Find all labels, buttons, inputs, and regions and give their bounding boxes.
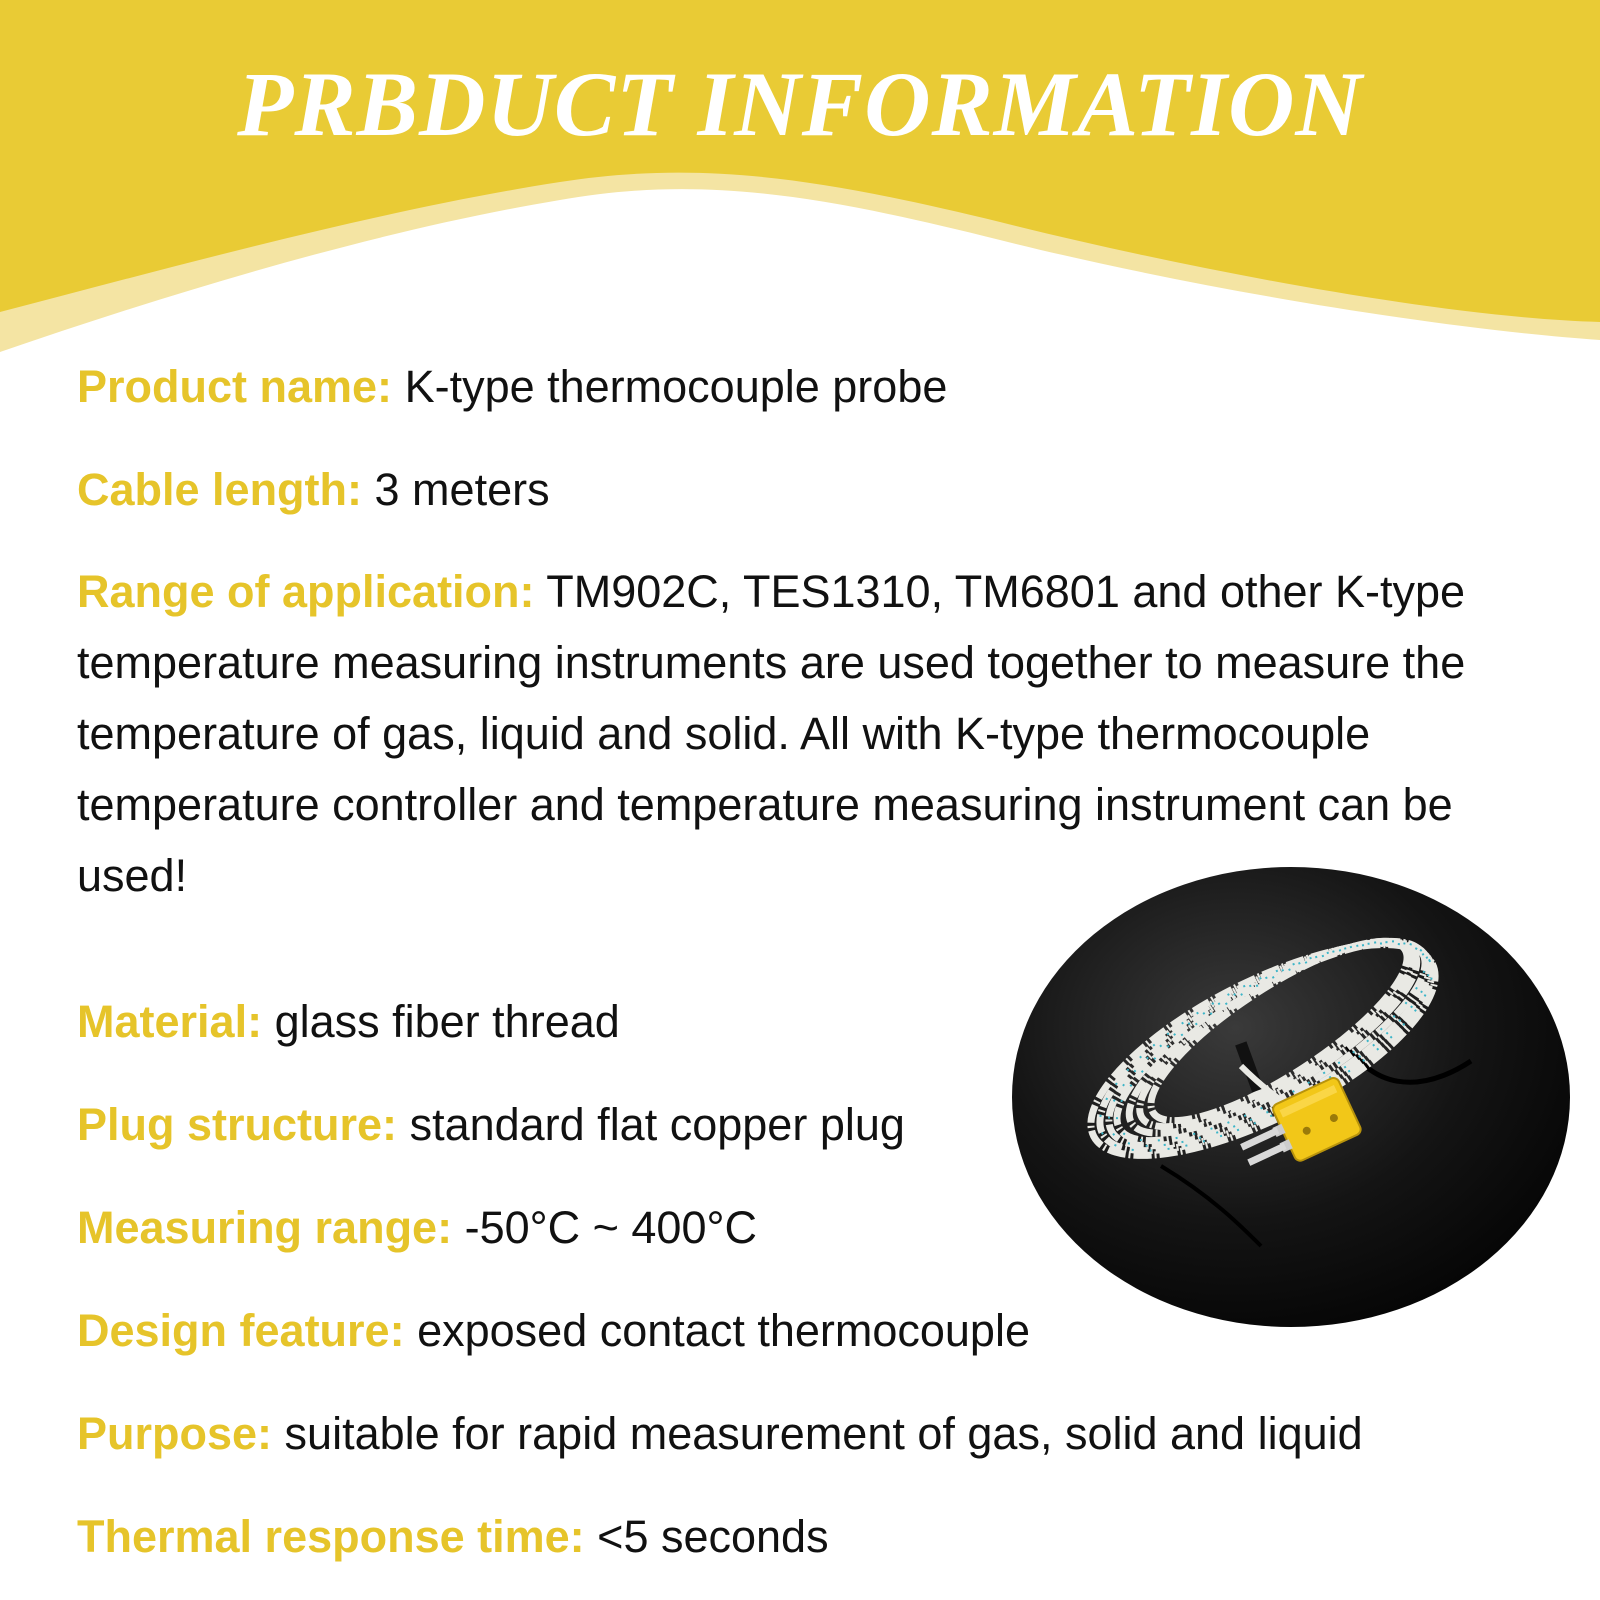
spec-label: Product name: <box>77 361 393 412</box>
spec-label: Range of application: <box>77 566 535 617</box>
spec-label: Plug structure: <box>77 1099 398 1150</box>
spec-value: K-type thermocouple probe <box>404 361 948 412</box>
spec-product-name <box>77 351 947 422</box>
spec-range-of-application <box>77 556 1477 911</box>
spec-label: Material: <box>77 996 263 1047</box>
spec-design-feature <box>77 1295 1030 1366</box>
spec-value: -50°C ~ 400°C <box>464 1202 757 1253</box>
spec-label: Purpose: <box>77 1408 273 1459</box>
spec-cable-length <box>77 454 550 525</box>
thermocouple-probe-photo-icon <box>1011 866 1571 1328</box>
spec-label: Design feature: <box>77 1305 405 1356</box>
header-banner <box>0 0 1600 360</box>
spec-value: standard flat copper plug <box>409 1099 905 1150</box>
spec-value: exposed contact thermocouple <box>417 1305 1030 1356</box>
spec-value: glass fiber thread <box>274 996 620 1047</box>
product-photo <box>1011 866 1571 1328</box>
page-title: PRBDUCT INFORMATION <box>237 53 1363 155</box>
spec-material <box>77 986 620 1057</box>
spec-value: TM902C, TES1310, TM6801 and other K-type temperature measuring instruments are used together to measure the temperature of gas, liquid and solid. All with K-type thermocouple temperature controller and temperature measuring instrument can be used! <box>77 566 1466 901</box>
spec-plug-structure <box>77 1089 905 1160</box>
spec-label: Thermal response time: <box>77 1511 585 1562</box>
spec-value: <5 seconds <box>597 1511 829 1562</box>
spec-value: 3 meters <box>374 464 550 515</box>
spec-label: Cable length: <box>77 464 363 515</box>
spec-purpose <box>77 1398 1363 1469</box>
spec-thermal-response-time <box>77 1501 829 1572</box>
spec-value: suitable for rapid measurement of gas, solid and liquid <box>284 1408 1363 1459</box>
spec-measuring-range <box>77 1192 757 1263</box>
spec-label: Measuring range: <box>77 1202 453 1253</box>
